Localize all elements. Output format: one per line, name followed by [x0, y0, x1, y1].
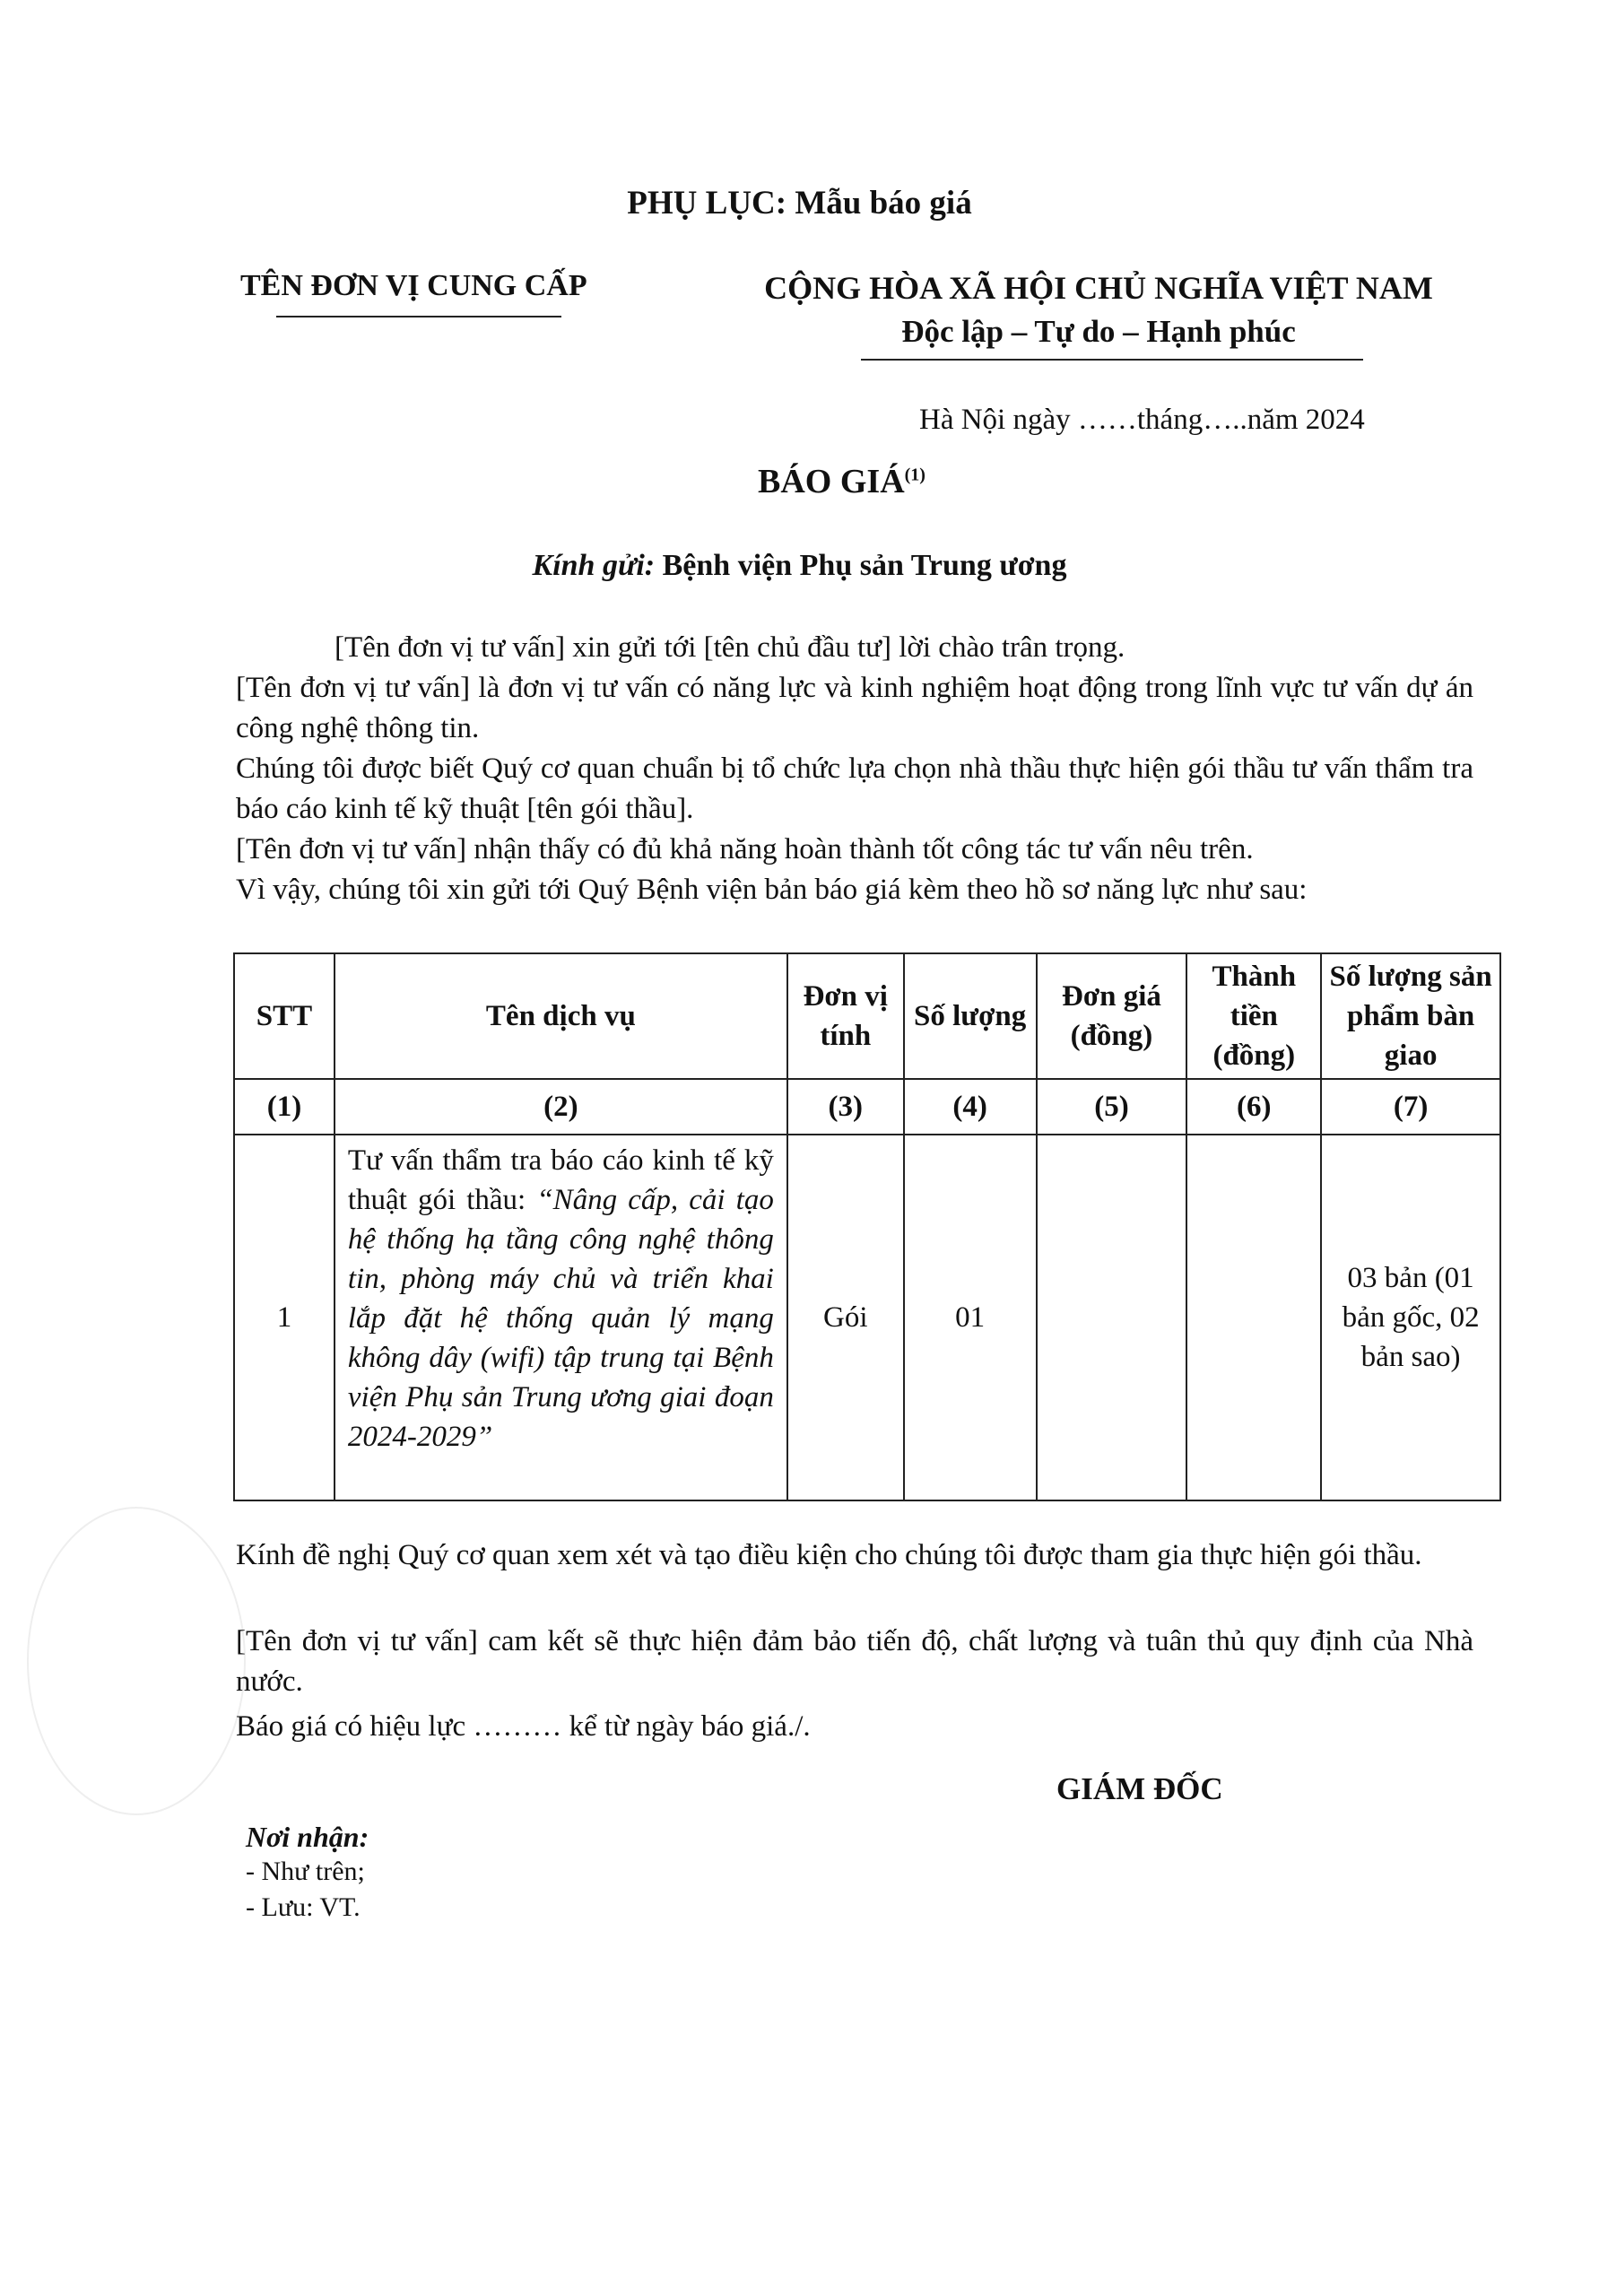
- closing-paragraph-2: [Tên đơn vị tư vấn] cam kết sẽ thực hiện đảm bảo tiến độ, chất lượng và tuân thủ quy định của Nhà nước.: [236, 1625, 1473, 1698]
- quote-title: BÁO GIÁ$^{(1)}$: [758, 463, 926, 500]
- recipient-item: - Lưu: VT.: [246, 1892, 361, 1922]
- faded-stamp: [27, 1507, 246, 1815]
- greeting: Kính gửi: Bệnh viện Phụ sản Trung ương: [532, 549, 1067, 582]
- closing-paragraph-3: Báo giá có hiệu lực ……… kể từ ngày báo giá./.: [236, 1710, 811, 1743]
- header-service: Tên dịch vụ: [335, 953, 787, 1079]
- signature-title: GIÁM ĐỐC: [1056, 1771, 1223, 1806]
- appendix-title: PHỤ LỤC: Mẫu báo giá: [627, 185, 972, 222]
- closing-paragraph-1: Kính đề nghị Quý cơ quan xem xét và tạo điều kiện cho chúng tôi được tham gia thực hiện gói thầu.: [236, 1539, 1422, 1571]
- col-number: (2): [335, 1079, 787, 1135]
- table-row: [234, 1135, 1500, 1500]
- body-paragraph-2: [Tên đơn vị tư vấn] là đơn vị tư vấn có năng lực và kinh nghiệm hoạt động trong lĩnh vực tư vấn dự án công nghệ thông tin.: [236, 672, 1473, 744]
- recipient-item: - Như trên;: [246, 1857, 365, 1886]
- header-unit-price: Đơn giá (đồng): [1037, 953, 1187, 1079]
- header-quantity: Số lượng: [904, 953, 1037, 1079]
- col-number: (5): [1037, 1079, 1187, 1135]
- row-unit-price: [1037, 1135, 1187, 1500]
- header-unit: Đơn vị tính: [787, 953, 904, 1079]
- motto: Độc lập – Tự do – Hạnh phúc: [901, 314, 1296, 349]
- footnote-marker: (1): [904, 465, 926, 485]
- row-unit: Gói: [787, 1135, 904, 1500]
- recipients-title: Nơi nhận:: [246, 1821, 369, 1853]
- supplier-label: TÊN ĐƠN VỊ CUNG CẤP: [240, 269, 587, 302]
- row-stt: 1: [234, 1135, 335, 1500]
- row-service: Tư vấn thẩm tra báo cáo kinh tế kỹ thuật gói thầu: “Nâng cấp, cải tạo hệ thống hạ tầng công nghệ thông tin, phòng máy chủ và triển khai lắp đặt hệ thống quản lý mạng không dây (wifi) tập trung tại Bệnh viện Phụ sản Trung ương giai đoạn 2024-2029”: [335, 1135, 787, 1500]
- col-number: (3): [787, 1079, 904, 1135]
- quote-table: [233, 952, 1501, 1501]
- header-deliverables: Số lượng sản phẩm bàn giao: [1321, 953, 1500, 1079]
- header-stt: STT: [234, 953, 335, 1079]
- header-amount: Thành tiền (đồng): [1186, 953, 1321, 1079]
- intro-paragraph: [Tên đơn vị tư vấn] xin gửi tới [tên chủ đầu tư] lời chào trân trọng.: [335, 631, 1125, 664]
- body-paragraph-4: [Tên đơn vị tư vấn] nhận thấy có đủ khả năng hoàn thành tốt công tác tư vấn nêu trên.: [236, 833, 1254, 865]
- supplier-underline: [276, 316, 561, 317]
- col-number: (1): [234, 1079, 335, 1135]
- row-deliverables: 03 bản (01 bản gốc, 02 bản sao): [1321, 1135, 1500, 1500]
- motto-underline: [861, 359, 1363, 361]
- col-number: (6): [1186, 1079, 1321, 1135]
- body-paragraph-5: Vì vậy, chúng tôi xin gửi tới Quý Bệnh viện bản báo giá kèm theo hồ sơ năng lực như sau:: [236, 874, 1308, 906]
- date-line: Hà Nội ngày ……tháng…..năm 2024: [919, 404, 1365, 436]
- row-amount: [1186, 1135, 1321, 1500]
- nation-heading: CỘNG HÒA XÃ HỘI CHỦ NGHĨA VIỆT NAM: [764, 270, 1433, 306]
- row-quantity: 01: [904, 1135, 1037, 1500]
- col-number: (7): [1321, 1079, 1500, 1135]
- col-number: (4): [904, 1079, 1037, 1135]
- body-paragraph-3: Chúng tôi được biết Quý cơ quan chuẩn bị tổ chức lựa chọn nhà thầu thực hiện gói thầu tư vấn thẩm tra báo cáo kinh tế kỹ thuật [tên gói thầu].: [236, 752, 1473, 825]
